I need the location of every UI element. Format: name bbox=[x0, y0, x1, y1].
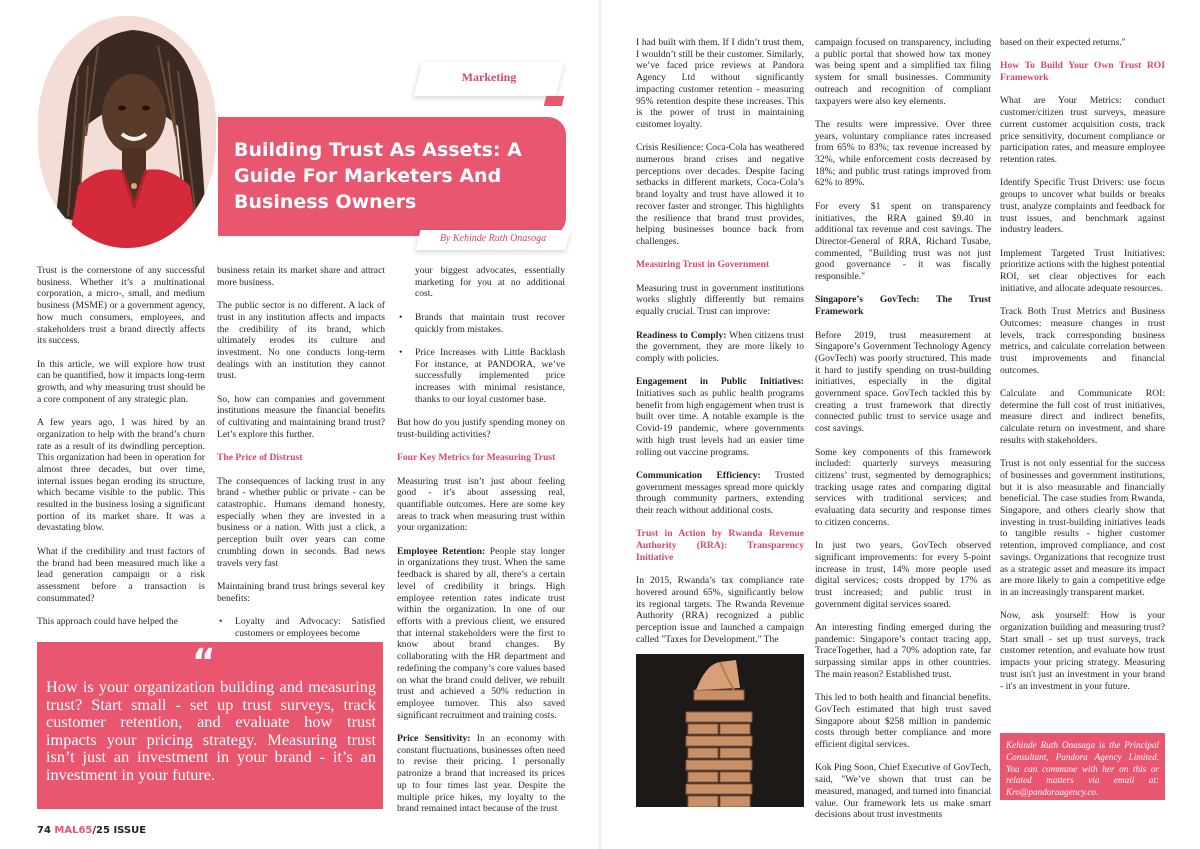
paragraph: The consequences of lacking trust in any brand - whether public or private - can be catastrophic. Humans demand honesty, especially when they are invested in a business or a nation. With just a click, a perception built over years can come crumbling down in seconds. Bad news travels very fast bbox=[217, 475, 385, 569]
paragraph: Measuring trust in government institutions works slightly differently but remains equally crucial. Trust can improve: bbox=[636, 282, 804, 318]
paragraph: The results were impressive. Over three years, voluntary compliance rates increased from 65% to 83%; tax revenue increased by 32%, while enforcement costs decreased by 18%; and public trust ratings improved from 62% to 89%. bbox=[815, 118, 991, 189]
paragraph: Maintaining brand trust brings several key benefits: bbox=[217, 580, 385, 604]
list-item: • Brands that maintain trust recover quickly from mistakes. bbox=[397, 312, 565, 335]
list-item: • Loyalty and Advocacy: Satisfied customers or employees become bbox=[217, 616, 385, 639]
paragraph: based on their expected returns." bbox=[1000, 37, 1126, 48]
article-byline: By Kehinde Ruth Onasoga bbox=[439, 233, 547, 244]
paragraph: What if the credibility and trust factors of the brand had been measured much like a lead generation campaign or a risk assessment before a transaction is consummated? bbox=[37, 545, 205, 604]
lead-in: Price Sensitivity: bbox=[397, 733, 471, 745]
paragraph: Trust is not only essential for the success of businesses and government institutions, but it is also measurable and financially beneficial. The case studies from Rwanda, Singapore, and others clearly show that investing in trust-building initiatives leads to tangible results - higher customer retention, improved compliance, and cost savings. Organizations that recognize trust as a strategic asset and measure its impact are more likely to gain a competitive edge in an increasingly transparent market. bbox=[1000, 458, 1165, 598]
paragraph: So, how can companies and government institutions measure the financial benefits of cultivating and maintaining brand trust? Let’s explore this further. bbox=[217, 393, 385, 440]
section-heading: How To Build Your Own Trust ROI Framework bbox=[1000, 60, 1165, 84]
paragraph: Some key components of this framework included: quarterly surveys measuring citizens’ trust, segmented by demographics; tracking usage rates and comparing digital services with traditional services; and evaluating data security and response times to citizen concerns. bbox=[815, 446, 991, 528]
section-heading: Four Key Metrics for Measuring Trust bbox=[397, 452, 556, 464]
page-gutter bbox=[598, 0, 602, 849]
lead-in: Employee Retention: bbox=[397, 545, 486, 557]
author-bio: Kehinde Ruth Onasaga is the Principal Consultant, Pandora Agency Limited. You can commune with her on this or related matters via email at: Kro@pandoraagency.co. bbox=[1006, 740, 1159, 798]
paragraph: But how do you justify spending money on trust-building activities? bbox=[397, 417, 565, 440]
pull-quote-text: How is your organization building and measuring trust? Start small - set up trust surveys, track customer retention, and evaluate how trust impacts your pricing strategy. Measuring trust isn’t just an investment in your brand - it’s an investment in your future. bbox=[46, 677, 376, 784]
section-heading: The Price of Distrust bbox=[217, 452, 303, 464]
column-1 bbox=[37, 265, 205, 639]
paragraph-body: Initiatives such as public health programs benefit from high engagement when trust is built over time. A notable example is the Covid-19 pandemic, where governments with high trust levels had an easier time rolling out vaccine programs. bbox=[636, 388, 804, 458]
paragraph bbox=[636, 330, 804, 365]
quote-mark-icon: “ bbox=[192, 642, 212, 683]
paragraph: For every $1 spent on transparency initiatives, the RRA gained $9.40 in additional tax revenue and cost savings. The Director-General of RRA, Richard Tusabe, commented, "Building trust was not just good governance - it was fiscally responsible." bbox=[815, 200, 991, 283]
paragraph: Trust is the cornerstone of any successful business. Whether it’s a multinational corporation, a micro-, small, and medium business (MSME) or a government agency, how much consumers, employees, and stakeholders trust a brand directly affects its success. bbox=[37, 265, 205, 347]
paragraph: Crisis Resilience: Coca-Cola has weathered numerous brand crises and negative perceptions over decades. Despite facing setbacks in different markets, Coca-Cola’s brand loyalty and trust have allowed it to recover faster and stronger. This highlights the resilience that brand trust provides, helping businesses bounce back from challenges. bbox=[636, 142, 804, 247]
paragraph: In just two years, GovTech observed significant improvements: for every 5-point increase in trust, 14% more people used digital services; costs dropped by 17% as trust increased; and public trust in government digital services soared. bbox=[815, 540, 991, 610]
wooden-blocks-photo bbox=[636, 654, 804, 807]
paragraph bbox=[397, 733, 565, 815]
paragraph: An interesting finding emerged during the pandemic: Singapore’s contact tracing app, TraceTogether, had a 70% adoption rate, far surpassing similar apps in other countries. The main reason? Established trust. bbox=[815, 622, 991, 680]
tag-accent-strip bbox=[544, 96, 564, 106]
column-6 bbox=[1000, 37, 1165, 704]
paragraph: I had built with them. If I didn’t trust them, I wouldn’t still be their customer. Similarly, we’ve faced price reviews at Pandora Agency Ltd without significantly impacting customer retention - measuring 95% retention despite these increases. This is the power of trust in maintaining customer loyalty. bbox=[636, 37, 804, 130]
paragraph: What are Your Metrics: conduct customer/citizen trust surveys, measure current customer acquisition costs, track price sensitivity, document compliance or participation rates, and measure employee retention rates. bbox=[1000, 95, 1165, 165]
lead-in: Communication Efficiency: bbox=[636, 469, 761, 481]
column-3 bbox=[397, 265, 565, 827]
paragraph: campaign focused on transparency, including a public portal that showed how tax money was being spent and a simplified tax filing system for small businesses. Community outreach and recognition of compliant taxpayers were also key elements. bbox=[815, 37, 991, 107]
column-5 bbox=[815, 37, 991, 833]
paragraph-body: People stay longer in organizations they trust. When the same feedback is shared by all, there’s a certain level of credibility it brings. High employee retention rates indicate trust within the organization. In one of our efforts with a previous client, we ensured that internal stakeholders were the first to know about brand changes. By collaborating with the HR department and redefining the company’s core values based on what the brand could deliver, we rebuilt trust and achieved a 50% reduction in employee turnover. This also saved significant recruitment and training costs. bbox=[397, 545, 565, 721]
paragraph: Now, ask yourself: How is your organization building and measuring trust? Start small - set up trust surveys, track customer retention, and evaluate how trust impacts your pricing strategy. Measuring trust isn't just an investment in your brand - it's an investment in your future. bbox=[1000, 610, 1165, 692]
paragraph: This approach could have helped the bbox=[37, 616, 178, 628]
paragraph: Calculate and Communicate ROI: determine the full cost of trust initiatives, measure direct and indirect benefits, calculate return on investment, and share results with stakeholders. bbox=[1000, 388, 1165, 446]
magazine-name: MAL65 bbox=[54, 825, 93, 836]
paragraph: Measuring trust isn’t just about feeling good - it’s about assessing real, quantifiable outcomes. Here are some key areas to track when measuring trust within your organization: bbox=[397, 475, 565, 534]
paragraph: Implement Targeted Trust Initiatives: prioritize actions with the highest potential ROI, set clear objectives for each initiative, and allocate adequate resources. bbox=[1000, 247, 1165, 294]
lead-in: Readiness to Comply: bbox=[636, 329, 727, 341]
column-2 bbox=[217, 265, 385, 651]
subheading: Singapore’s GovTech: The Trust Framework bbox=[815, 294, 991, 318]
paragraph bbox=[397, 546, 565, 722]
paragraph: Track Both Trust Metrics and Business Outcomes: measure changes in trust levels, track corresponding business metrics, and calculate correlation between trust improvements and financial outcomes. bbox=[1000, 306, 1165, 376]
page-number: 74 bbox=[37, 825, 51, 836]
issue-label: /25 ISSUE bbox=[92, 825, 147, 836]
section-heading: Measuring Trust in Government bbox=[636, 259, 770, 271]
column-4 bbox=[636, 37, 804, 657]
paragraph-body: In an economy with constant fluctuations, businesses often need to revise their pricing. I personally patronize a brand that increased its prices up to four times last year. Despite the multiple price hikes, my loyalty to the brand remained intact because of the trust bbox=[397, 733, 565, 815]
author-portrait bbox=[38, 16, 216, 248]
list-item: • Price Increases with Little Backlash For instance, at PANDORA, we’ve successfully implemented price increases with minimal resistance, thanks to our loyal customer base. bbox=[397, 347, 565, 406]
section-heading: Trust in Action by Rwanda Revenue Authority (RRA): Transparency Initiative bbox=[636, 528, 804, 563]
paragraph: This led to both health and financial benefits. GovTech estimated that high trust saved Singapore about $258 million in pandemic costs through better compliance and more efficient digital services. bbox=[815, 692, 991, 751]
paragraph bbox=[636, 470, 804, 517]
page-folio bbox=[37, 825, 146, 836]
paragraph-body: Trusted government messages spread more quickly through community partners, extending their reach without additional costs. bbox=[636, 469, 804, 517]
paragraph: business retain its market share and attract more business. bbox=[217, 265, 385, 288]
article-title: Building Trust As Assets: A Guide For Marketers And Business Owners bbox=[234, 139, 522, 213]
paragraph: Identify Specific Trust Drivers: use focus groups to uncover what builds or breaks trust, analyze complaints and feedback for trust issues, and benchmark against industry leaders. bbox=[1000, 177, 1165, 236]
paragraph: In 2015, Rwanda’s tax compliance rate hovered around 65%, significantly below its regional targets. The Rwanda Revenue Authority (RRA) recognized a public perception issue and launched a campaign called "Taxes for Development." The bbox=[636, 575, 804, 645]
paragraph: Before 2019, trust measurement at Singapore’s Government Technology Agency (GovTech) was poorly structured. This made it hard to justify spending on trust-building initiatives, especially in the digital government space. GovTech tackled this by creating a trust framework that directly connected public trust to service usage and cost savings. bbox=[815, 329, 991, 435]
lead-in: Engagement in Public Initiatives: bbox=[636, 376, 804, 388]
paragraph: Kok Ping Soon, Chief Executive of GovTech, said, "We’ve shown that trust can be measured, managed, and turned into financial value. Our framework lets us make smart decisions about trust investments bbox=[815, 762, 991, 821]
paragraph: The public sector is no different. A lack of trust in any institution affects and impacts the credibility of its brand, which ultimately erodes its culture and investment. No one conducts long-term dealings with an institution they cannot trust. bbox=[217, 300, 385, 382]
paragraph bbox=[636, 376, 804, 458]
paragraph: your biggest advocates, essentially marketing for you at no additional cost. bbox=[415, 265, 565, 300]
paragraph: A few years ago, I was hired by an organization to help with the brand’s churn rate as a result of its dwindling perception. This organization had been in operation for almost three decades, but over time, internal issues began eroding its structure, which became visible to the public. This resulted in the business losing a significant portion of its market share. It was a devastating blow. bbox=[37, 417, 205, 534]
paragraph-body: When citizens trust the government, they are more likely to comply with policies. bbox=[636, 329, 804, 364]
paragraph: In this article, we will explore how trust can be quantified, how it impacts long-term growth, and why measuring trust should be a core component of any strategic plan. bbox=[37, 358, 205, 405]
category-label: Marketing bbox=[461, 70, 517, 84]
